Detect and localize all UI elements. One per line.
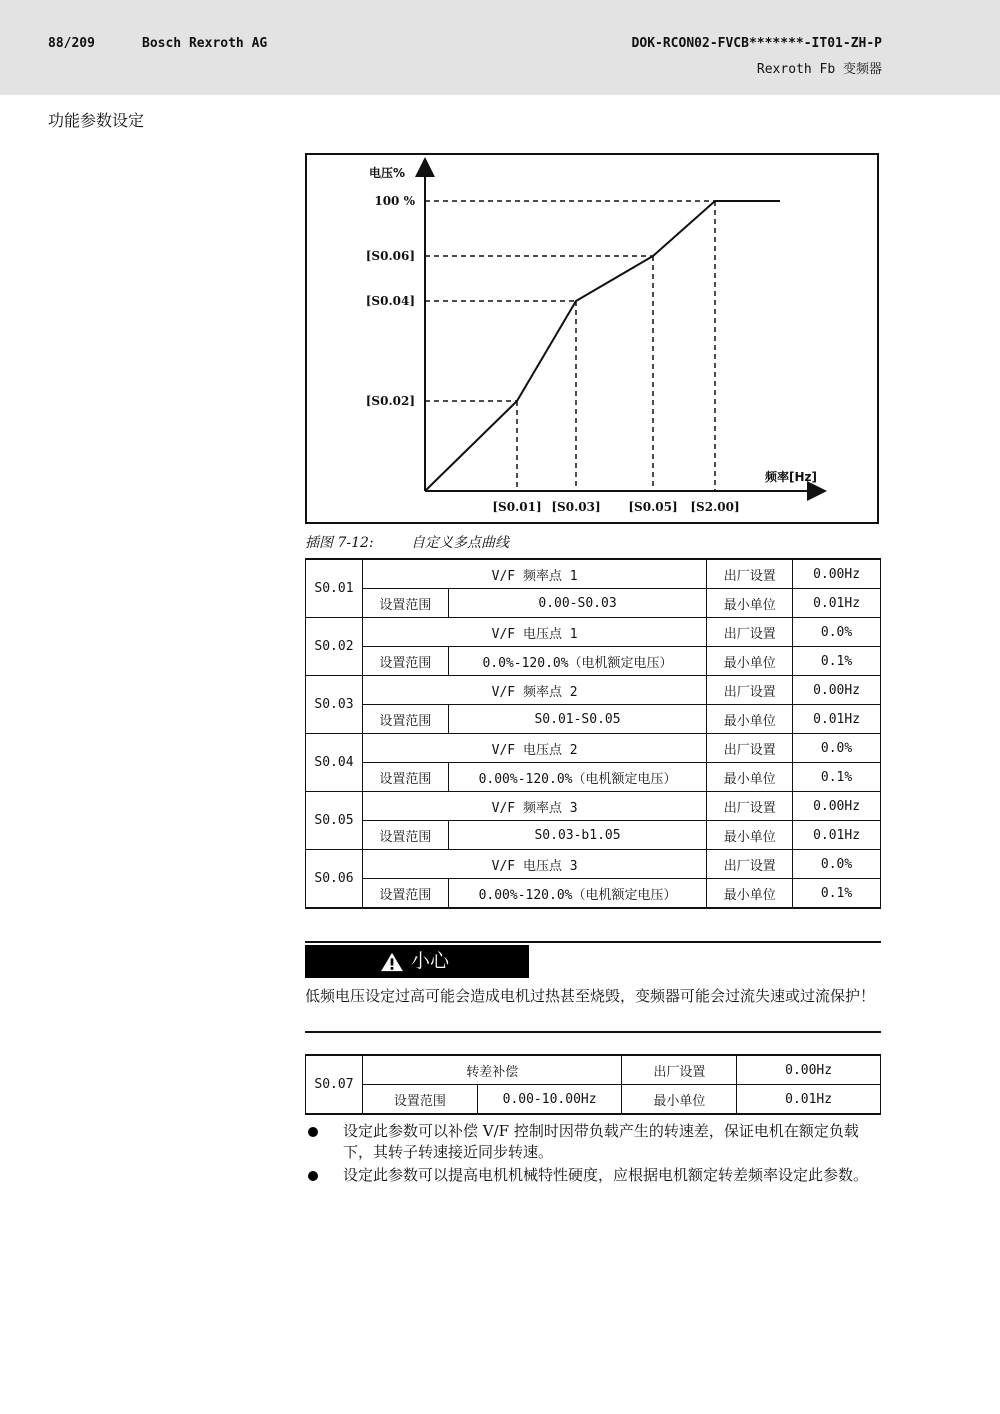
factory-label: 出厂设置 xyxy=(707,676,793,705)
unit-label: 最小单位 xyxy=(707,879,793,909)
page-header xyxy=(0,0,1000,95)
param-code: S0.02 xyxy=(306,618,363,676)
range-label: 设置范围 xyxy=(362,1085,477,1115)
table-row xyxy=(306,618,881,647)
param-code: S0.07 xyxy=(306,1055,363,1114)
x-axis-label: 频率[Hz] xyxy=(765,470,817,484)
factory-value: 0.00Hz xyxy=(793,559,881,589)
document-code: DOK-RCON02-FVCB*******-IT01-ZH-P xyxy=(631,36,882,51)
range-label: 设置范围 xyxy=(362,763,448,792)
figure-title: 自定义多点曲线 xyxy=(411,535,509,551)
factory-value: 0.00Hz xyxy=(793,792,881,821)
factory-value: 0.00Hz xyxy=(793,676,881,705)
vf-curve-line xyxy=(425,201,780,491)
range-value: 0.00%-120.0%（电机额定电压） xyxy=(448,763,707,792)
factory-value: 0.0% xyxy=(793,734,881,763)
company-name: Bosch Rexroth AG xyxy=(142,36,268,51)
bullet-icon xyxy=(308,1127,318,1137)
param-code: S0.06 xyxy=(306,850,363,909)
range-value: S0.03-b1.05 xyxy=(448,821,707,850)
unit-label: 最小单位 xyxy=(622,1085,737,1115)
table-row xyxy=(306,821,881,850)
table-row xyxy=(306,792,881,821)
bullet-icon xyxy=(308,1171,318,1181)
section-title: 功能参数设定 xyxy=(48,111,145,130)
unit-value: 0.01Hz xyxy=(793,589,881,618)
range-label: 设置范围 xyxy=(362,705,448,734)
list-item xyxy=(305,1165,885,1186)
vf-curve-figure xyxy=(305,153,879,524)
range-value: S0.01-S0.05 xyxy=(448,705,707,734)
table-row xyxy=(306,734,881,763)
param-name: V/F 频率点 2 xyxy=(362,676,706,705)
factory-label: 出厂设置 xyxy=(707,792,793,821)
table-row xyxy=(306,559,881,589)
param-name: 转差补偿 xyxy=(362,1055,622,1085)
unit-value: 0.01Hz xyxy=(793,705,881,734)
unit-value: 0.1% xyxy=(793,763,881,792)
unit-value: 0.01Hz xyxy=(737,1085,881,1115)
factory-label: 出厂设置 xyxy=(707,618,793,647)
range-value: 0.0%-120.0%（电机额定电压） xyxy=(448,647,707,676)
caution-top-rule xyxy=(305,941,881,943)
bullet-text: 设定此参数可以提高电机机械特性硬度，应根据电机额定转差频率设定此参数。 xyxy=(343,1166,869,1184)
table-row xyxy=(306,850,881,879)
unit-value: 0.01Hz xyxy=(793,821,881,850)
page-number: 88/209 xyxy=(48,36,95,51)
param-code: S0.01 xyxy=(306,559,363,618)
param-name: V/F 电压点 2 xyxy=(362,734,706,763)
bullet-text: 设定此参数可以补偿 V/F 控制时因带负载产生的转速差，保证电机在额定负载下，其转子转速接近同步转速。 xyxy=(343,1122,859,1161)
param-name: V/F 电压点 3 xyxy=(362,850,706,879)
factory-label: 出厂设置 xyxy=(707,734,793,763)
table-row xyxy=(306,589,881,618)
y-axis-label: 电压% xyxy=(369,166,406,180)
range-label: 设置范围 xyxy=(362,879,448,909)
caution-bottom-rule xyxy=(305,1031,881,1033)
x-tick-s200: [S2.00] xyxy=(690,500,740,514)
param-code: S0.05 xyxy=(306,792,363,850)
table-row xyxy=(306,763,881,792)
parameter-table-s007 xyxy=(305,1054,881,1115)
factory-label: 出厂设置 xyxy=(707,559,793,589)
unit-label: 最小单位 xyxy=(707,647,793,676)
y-tick-s002: [S0.02] xyxy=(365,394,415,408)
range-value: 0.00%-120.0%（电机额定电压） xyxy=(448,879,707,909)
param-code: S0.03 xyxy=(306,676,363,734)
figure-number: 插图 7-12: xyxy=(305,535,374,551)
factory-label: 出厂设置 xyxy=(707,850,793,879)
table-row xyxy=(306,705,881,734)
param-name: V/F 电压点 1 xyxy=(362,618,706,647)
x-tick-s003: [S0.03] xyxy=(551,500,601,514)
factory-label: 出厂设置 xyxy=(622,1055,737,1085)
table-row xyxy=(306,1055,881,1085)
param-name: V/F 频率点 3 xyxy=(362,792,706,821)
range-value: 0.00-10.00Hz xyxy=(477,1085,622,1115)
table-row xyxy=(306,1085,881,1115)
unit-label: 最小单位 xyxy=(707,705,793,734)
range-label: 设置范围 xyxy=(362,821,448,850)
unit-value: 0.1% xyxy=(793,879,881,909)
param-name: V/F 频率点 1 xyxy=(362,559,706,589)
x-tick-s005: [S0.05] xyxy=(628,500,678,514)
table-row xyxy=(306,879,881,909)
factory-value: 0.0% xyxy=(793,618,881,647)
product-name: Rexroth Fb 变频器 xyxy=(756,62,882,77)
unit-label: 最小单位 xyxy=(707,589,793,618)
parameter-table xyxy=(305,558,881,909)
x-tick-s001: [S0.01] xyxy=(492,500,542,514)
table-row xyxy=(306,676,881,705)
range-label: 设置范围 xyxy=(362,647,448,676)
factory-value: 0.00Hz xyxy=(737,1055,881,1085)
warning-icon xyxy=(379,952,405,972)
unit-label: 最小单位 xyxy=(707,763,793,792)
vf-curve-diagram xyxy=(307,155,877,522)
y-tick-100: 100 % xyxy=(374,194,415,208)
y-tick-s004: [S0.04] xyxy=(365,294,415,308)
figure-caption xyxy=(305,532,509,552)
caution-banner xyxy=(305,945,529,978)
list-item xyxy=(305,1121,885,1163)
caution-label: 小心 xyxy=(411,950,450,972)
unit-label: 最小单位 xyxy=(707,821,793,850)
range-label: 设置范围 xyxy=(362,589,448,618)
caution-text: 低频电压设定过高可能会造成电机过热甚至烧毁，变频器可能会过流失速或过流保护！ xyxy=(305,987,876,1005)
y-tick-s006: [S0.06] xyxy=(365,249,415,263)
factory-value: 0.0% xyxy=(793,850,881,879)
range-value: 0.00-S0.03 xyxy=(448,589,707,618)
unit-value: 0.1% xyxy=(793,647,881,676)
param-code: S0.04 xyxy=(306,734,363,792)
table-row xyxy=(306,647,881,676)
